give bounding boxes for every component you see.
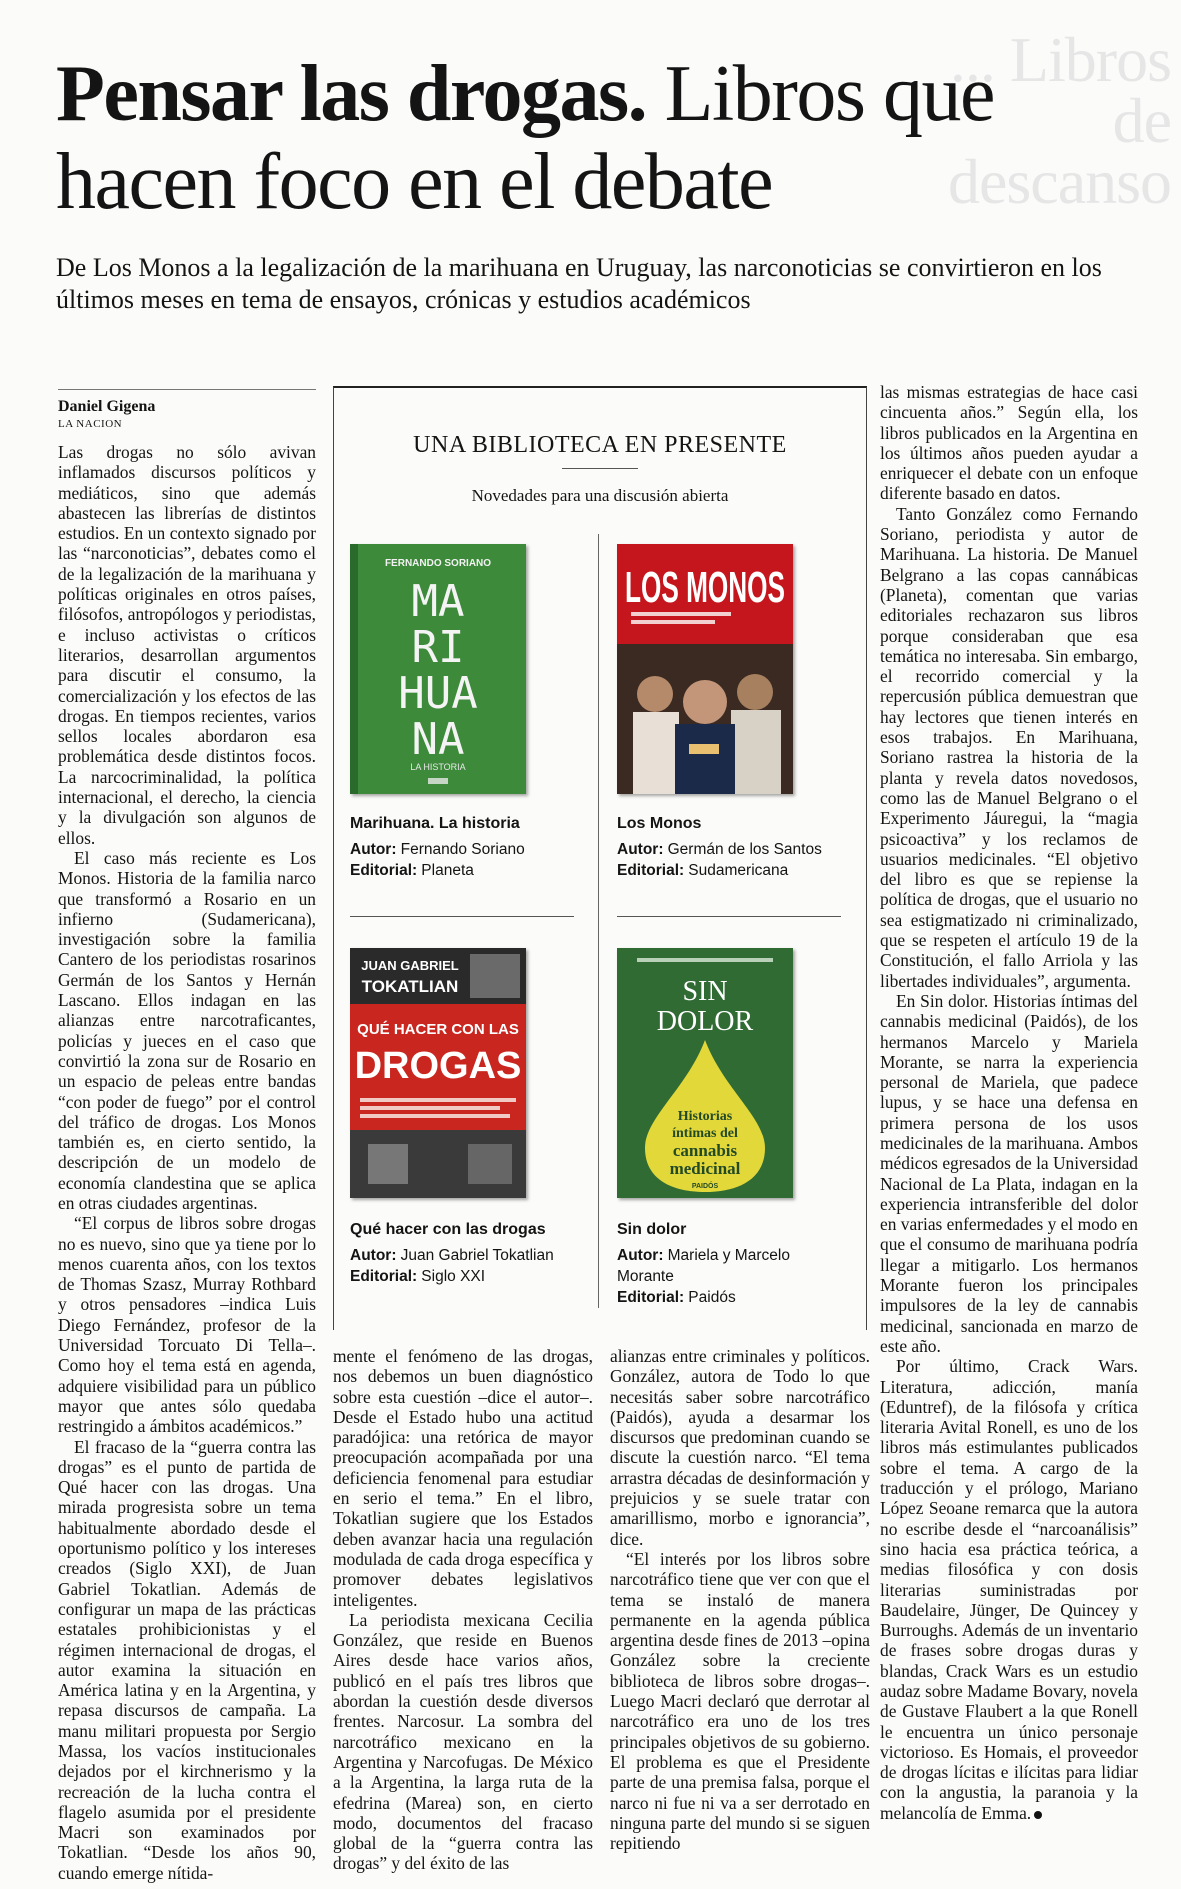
book-entry xyxy=(350,1220,580,1287)
cover-title: SIN xyxy=(682,976,728,1007)
author-label: Autor: xyxy=(617,841,664,858)
book-publisher: Paidós xyxy=(688,1289,736,1306)
book-title: Sin dolor xyxy=(617,1221,687,1238)
column-divider xyxy=(598,534,599,1308)
article-column-4 xyxy=(880,382,1138,1823)
book-title: Los Monos xyxy=(617,815,702,832)
cover-subtitle: LA HISTORIA xyxy=(410,762,466,772)
book-publisher: Planeta xyxy=(421,862,474,879)
cover-author: FERNANDO SORIANO xyxy=(384,558,492,569)
sidebar-box xyxy=(333,386,867,1330)
deck: De Los Monos a la legalización de la marihuana en Uruguay, las narconoticias se convirtieron en los últimos meses en tema de ensayos, crónicas y estudios académicos xyxy=(56,253,1102,314)
book-author: Germán de los Santos xyxy=(667,841,822,858)
book-publisher-line xyxy=(617,1287,847,1308)
book-publisher: Siglo XXI xyxy=(421,1268,486,1285)
paragraph: mente el fenómeno de las drogas, nos debemos un buen diagnóstico sobre esta cuestión –dice el autor–. Desde el Estado hubo una actitud paradójica: una retórica de mayor preocupación acompañada por una deficiencia fenomenal para estudiar en serio el tema.” En el libro, Tokatlian sugiere que los Estados deben avanzar hacia una regulación modulada de cada droga específica y promover debates legislativos inteligentes. xyxy=(333,1346,593,1610)
book-cover-los-monos xyxy=(617,544,793,794)
article-column-3 xyxy=(610,1346,870,1853)
cover-drop-line: cannabis xyxy=(672,1141,738,1160)
book-author: Mariela y Marcelo Morante xyxy=(617,1247,790,1285)
byline-source: LA NACION xyxy=(58,418,123,430)
cover-line: HUA xyxy=(398,668,478,719)
paragraph: El fracaso de la “guerra contra las drogas” es el punto de partida de Qué hacer con las drogas. Una mirada progresista sobre un tema habitualmente abordado desde el oportunismo político y los intereses creados (Siglo XXI), de Juan Gabriel Tokatlian. Además de configurar un mapa de las prácticas estatales prohibicionistas y el régimen internacional de drogas, el autor examina la situación en América latina y en la Argentina, y repasa discursos de campaña. La manu militari propuesta por Sergio Massa, los vacíos institucionales dejados por el kirchnerismo y la recreación de la lucha contra el flagelo asumida por el presidente Macri son examinados por Tokatlian. “Desde los años 90, cuando emerge nítida- xyxy=(58,1436,316,1883)
book-author-line xyxy=(350,1245,580,1266)
paragraph: “El interés por los libros sobre narcotráfico tiene que ver con que el tema se instaló de manera permanente en la agenda pública argentina desde fines de 2013 –opina González sobre la creciente biblioteca de libros sobre drogas–. Luego Macri declaró que derrotar al narcotráfico era uno de los tres principales objetivos de su gobierno. El problema es que el Presidente parte de una premisa falsa, porque el narco ni fue ni va a ser derrotado en ninguna parte del mundo si se siguen repitiendo xyxy=(610,1548,870,1854)
sidebar-rule xyxy=(562,468,638,469)
cover-title: LOS MONOS xyxy=(625,563,785,612)
book-author: Juan Gabriel Tokatlian xyxy=(400,1247,554,1264)
cover-line: DROGAS xyxy=(354,1045,522,1087)
paragraph: La periodista mexicana Cecilia González, que reside en Buenos Aires desde hace varios años, publicó en el país tres libros que abordan la cuestión desde diversos frentes. Narcosur. La sombra del narcotráfico mexicano en la Argentina y Narcofugas. De México a la Argentina, la larga ruta de la efedrina (Marea) son, en cierto modo, documentos del fracaso global de la “guerra contra las drogas” y del éxito de las xyxy=(333,1609,593,1874)
cover-line: MA xyxy=(411,576,465,627)
author-label: Autor: xyxy=(617,1247,664,1264)
byline xyxy=(58,389,316,430)
book-entry xyxy=(617,1220,847,1308)
book-publisher-line xyxy=(350,860,580,881)
paragraph xyxy=(880,1356,1138,1823)
book-publisher-line xyxy=(350,1266,580,1287)
paragraph: Las drogas no sólo avivan inflamados discursos políticos y mediáticos, sino que además abastecen las librerías de distintos estudios. En un contexto signado por las “narconoticias”, debates como el de la legalización de la marihuana y políticas originales en otros países, filósofos, antropólogos y periodistas, e incluso activistas o críticos literarios, desarrollan argumentos para discutir el consumo, la comercialización y los efectos de las drogas. En tiempos recientes, varios sellos locales abordaron esa problemática desde distintos focos. La narcocriminalidad, la política internacional, el derecho, la ciencia y la divulgación son algunos de ellos. xyxy=(58,442,316,848)
cover-title: DOLOR xyxy=(656,1006,754,1037)
cover-drop-line: Historias xyxy=(677,1109,733,1124)
book-author-line xyxy=(350,839,580,860)
paragraph: las mismas estrategias de hace casi cincuenta años.” Según ella, los libros publicados en la Argentina en los últimos años pueden ayudar a enriquecer el debate con un enfoque diferente basado en datos. xyxy=(880,382,1138,504)
row-divider xyxy=(350,916,574,917)
publisher-label: Editorial: xyxy=(350,862,418,879)
book-title: Qué hacer con las drogas xyxy=(350,1221,546,1238)
end-mark xyxy=(1034,1811,1042,1819)
paragraph: En Sin dolor. Historias íntimas del cannabis medicinal (Paidós), de los hermanos Marcelo y Mariela Morante, se narra la experiencia personal de Mariela, que padece lupus, y se hace una defensa en primera persona de los usos medicinales de la marihuana. Ambos médicos egresados de la Universidad Nacional de La Plata, indagan en la experiencia intransferible del dolor en varias enfermedades y el modo en que el consumo de marihuana podría llegar a mitigarlo. Los hermanos Morante fueron los principales impulsores de la ley de cannabis medicinal, sancionada en marzo de este año. xyxy=(880,990,1138,1356)
paragraph: Tanto González como Fernando Soriano, periodista y autor de Marihuana. La historia. De Manuel Belgrano a las copas cannábicas (Planeta), comentan que varias editoriales rechazaron sus libros porque consideraban que esa temática no interesaba. Sin embargo, el recorrido comercial y la repercusión pública demuestran que hay lectores que tienen interés en esos trabajos. En Marihuana, Soriano rastrea la historia de la planta y revela datos novedosos, como las de Manuel Belgrano o el Experimento Jáuregui, la “magia psicoactiva” y los reclamos de usuarios medicinales. “El objetivo del libro es que se repiense la política de drogas, que el usuario no sea estigmatizado ni criminalizado, que se respeten el artículo 19 de la Constitución, el fallo Arriola y las libertades individuales”, argumenta. xyxy=(880,503,1138,991)
book-title: Marihuana. La historia xyxy=(350,815,520,832)
author-label: Autor: xyxy=(350,841,397,858)
headline-rest: Libros que hacen foco en el debate xyxy=(56,50,994,226)
paragraph: alianzas entre criminales y políticos. González, autora de Todo lo que necesitás saber sobre narcotráfico (Paidós), ayuda a desarmar los discursos que predominan cuando se discute la cuestión narco. “El tema arrastra décadas de desinformación y prejuicios y se suele tratar con amarillismo, morbo e ignorancia”, dice. xyxy=(610,1346,870,1549)
cover-author-bottom: TOKATLIAN xyxy=(361,977,459,996)
cover-line: NA xyxy=(411,714,465,765)
book-author-line xyxy=(617,1245,847,1287)
publisher-label: Editorial: xyxy=(617,1289,685,1306)
cover-author-top: JUAN GABRIEL xyxy=(361,958,459,973)
book-cover-sin-dolor xyxy=(617,948,793,1198)
book-entry xyxy=(617,814,847,881)
article-column-1 xyxy=(58,442,316,1883)
book-author-line xyxy=(617,839,847,860)
publisher-label: Editorial: xyxy=(617,862,685,879)
cover-line: RI xyxy=(411,622,465,673)
author-label: Autor: xyxy=(350,1247,397,1264)
bleed-through-text: ... Libros de descanso xyxy=(947,24,1171,217)
paragraph-text: Por último, Crack Wars. Literatura, adicción, manía (Eduntref), de la filósofa y crítica literaria Avital Ronell, es uno de los libros más estimulantes publicados sobre el tema. A cargo de la traducción y el prólogo, Mariano López Seoane remarca que la autora no escribe desde el “narcoanálisis” sino hacia esa práctica teórica, a medias filosófica y con dosis literarias suministradas por Baudelaire, Jünger, De Quincey y Burroughs. Además de un inventario de frases sobre drogas duras y blandas, Crack Wars es un estudio audaz sobre Madame Bovary, novela de Gustave Flaubert a la que Ronell le encuentra un único personaje victorioso. Es Homais, el proveedor de drogas lícitas e ilícitas para lidiar con la angustia, la paranoia y la melancolía de Emma. xyxy=(880,1356,1138,1823)
cover-drop-line: medicinal xyxy=(669,1159,741,1178)
book-entry xyxy=(350,814,580,881)
book-publisher: Sudamericana xyxy=(688,862,789,879)
cover-line: QUÉ HACER CON LAS xyxy=(357,1021,519,1038)
book-cover-marihuana xyxy=(350,544,526,794)
publisher-label: Editorial: xyxy=(350,1268,418,1285)
byline-author: Daniel Gigena xyxy=(58,398,156,415)
headline-bold: Pensar las drogas. xyxy=(56,50,647,138)
paragraph: “El corpus de libros sobre drogas no es nuevo, sino que ya tiene por lo menos cuarenta años, con los textos de Thomas Szasz, Murray Rothbard y otros pensadores –indica Luis Diego Fernández, profesor de la Universidad Torcuato Di Tella–. Como hoy el tema está en agenda, adquiere visibilidad para un público mayor que antes sólo quedaba restringido a ámbitos académicos.” xyxy=(58,1213,316,1437)
cover-drop-line: íntimas del xyxy=(672,1126,738,1141)
sidebar-title: UNA BIBLIOTECA EN PRESENTE xyxy=(413,432,787,458)
book-author: Fernando Soriano xyxy=(400,841,525,858)
article-column-2 xyxy=(333,1346,593,1874)
sidebar-subtitle: Novedades para una discusión abierta xyxy=(471,486,729,505)
book-publisher-line xyxy=(617,860,847,881)
cover-publisher: PAIDÓS xyxy=(691,1183,719,1190)
headline xyxy=(56,50,1136,226)
paragraph: El caso más reciente es Los Monos. Historia de la familia narco que transformó a Rosario en un infierno (Sudamericana), investigación sobre la familia Cantero de los periodistas rosarinos Germán de los Santos y Hernán Lascano. Ellos indagan en las alianzas entre narcotraficantes, policías y jueces en el caso que convirtió la zona sur de Rosario en un espacio de peleas entre bandas “con poder de fuego” por el control del tráfico de drogas. Los Monos también es, en cierto sentido, la descripción de un modelo de economía clandestina que se aplica en otras ciudades argentinas. xyxy=(58,847,316,1213)
row-divider xyxy=(617,916,841,917)
book-cover-que-hacer-con-las-drogas xyxy=(350,948,526,1198)
